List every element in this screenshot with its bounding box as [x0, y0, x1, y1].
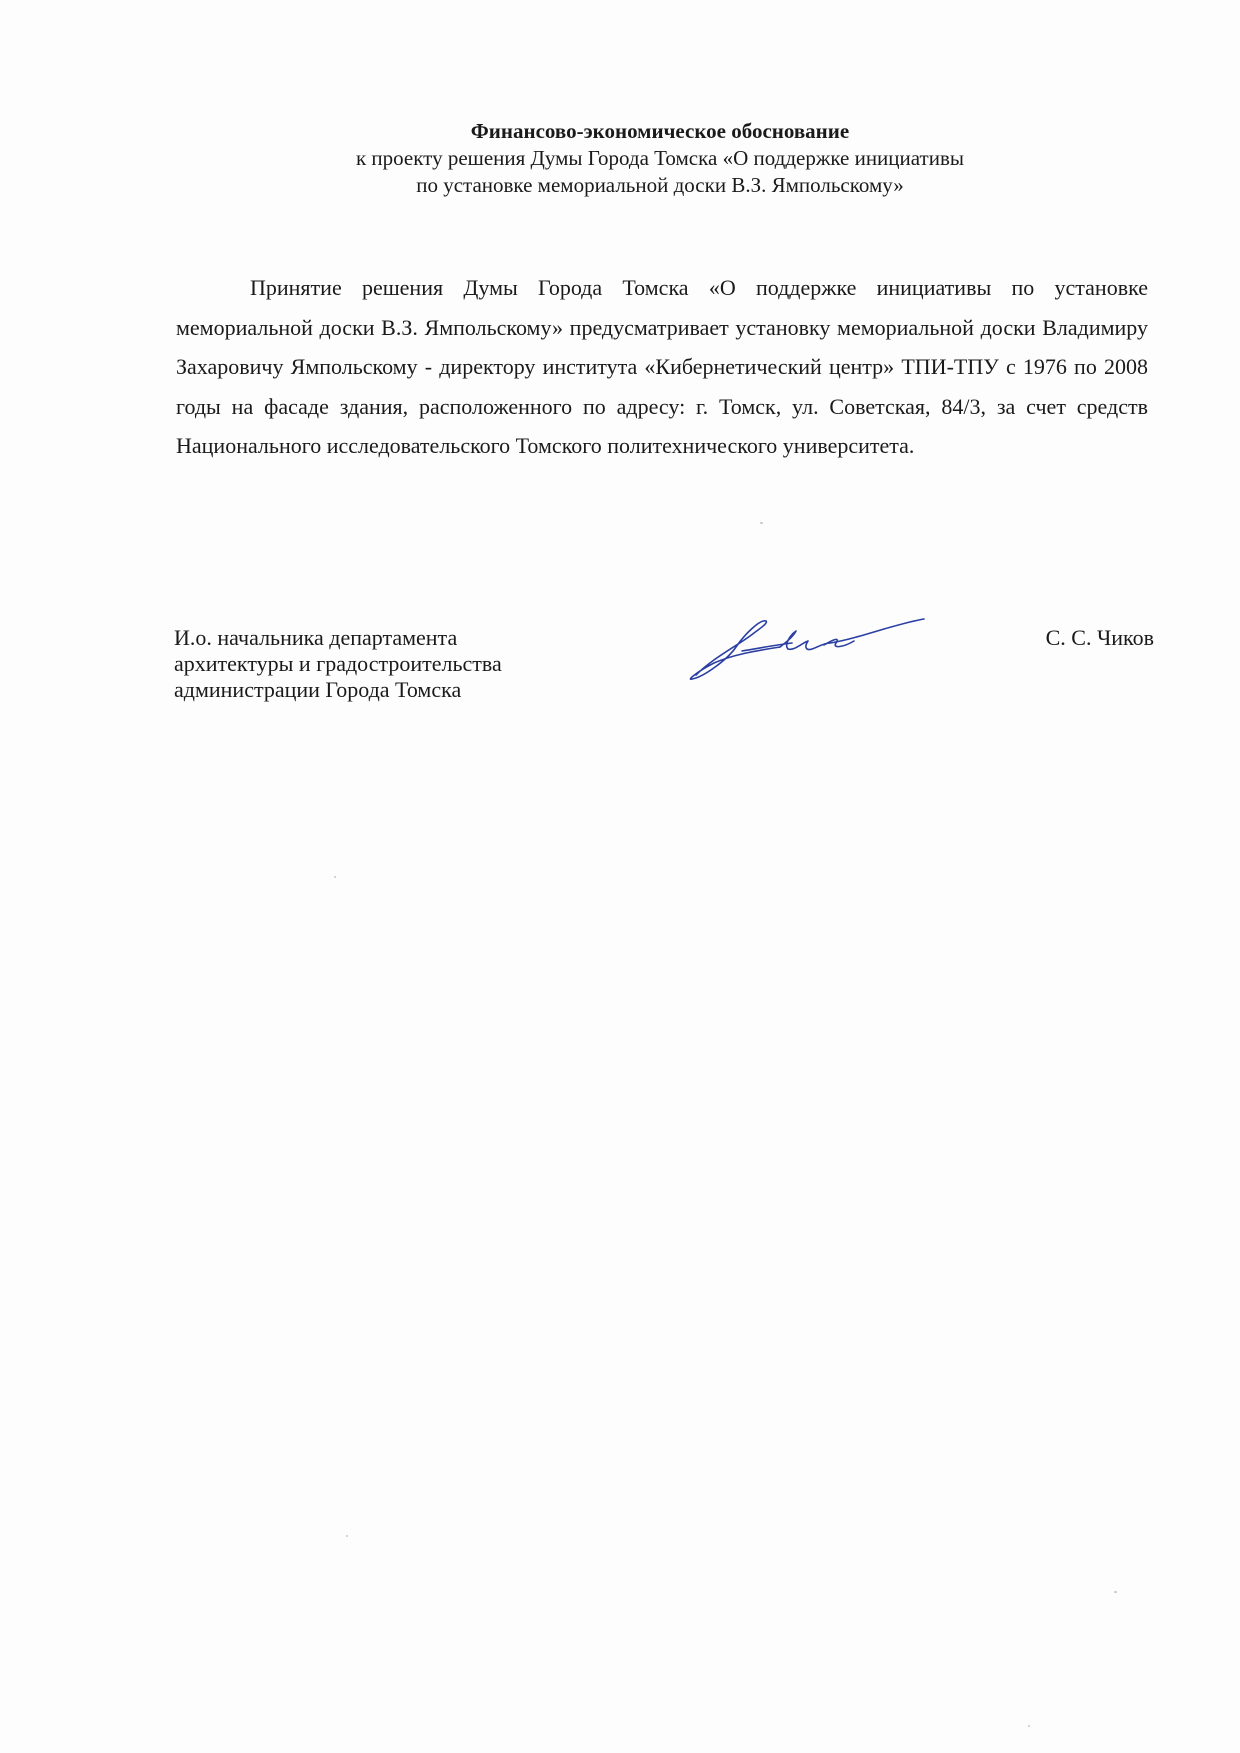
signatory-position-line-1: И.о. начальника департамента [174, 625, 458, 650]
document-subtitle-line-2: по установке мемориальной доски В.З. Ямпольскому» [416, 173, 904, 197]
signature-strokes [690, 619, 924, 679]
document-header [230, 118, 1090, 199]
scan-speck [334, 876, 336, 878]
signatory-position-line-2: архитектуры и градостроительства [174, 651, 502, 676]
document-title: Финансово-экономическое обоснование [470, 119, 850, 143]
scan-speck [760, 522, 763, 524]
handwritten-signature [684, 597, 934, 687]
scan-speck [346, 1535, 348, 1537]
scan-speck [1028, 1725, 1030, 1727]
scan-speck [1114, 1591, 1117, 1593]
signatory-name: С. С. Чиков [1045, 625, 1154, 650]
document-subtitle-line-1: к проекту решения Думы Города Томска «О поддержке инициативы [355, 146, 964, 170]
body-paragraph: Принятие решения Думы Города Томска «О поддержке инициативы по установке мемориальной доски В.З. Ямпольскому» предусматривает установку мемориальной доски Владимиру Захаровичу Ямпольскому - директору института «Кибернетический центр» ТПИ-ТПУ с 1976 по 2008 годы на фасаде здания, расположенного по адресу: г. Томск, ул. Советская, 84/3, за счет средств Национального исследовательского Томского политехнического университета. [176, 275, 1148, 458]
signature-block [174, 625, 1154, 715]
signatory-position-line-3: администрации Города Томска [174, 677, 462, 702]
signatory-position [174, 625, 594, 703]
